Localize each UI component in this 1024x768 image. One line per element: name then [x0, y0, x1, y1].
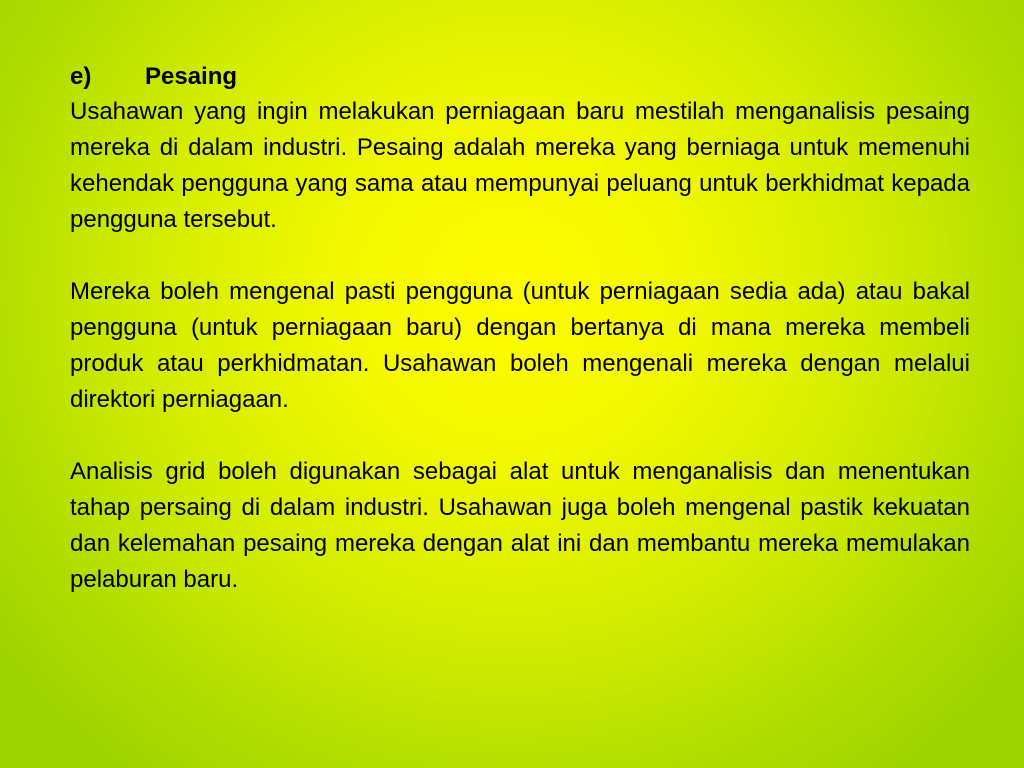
section-letter: e): [70, 63, 92, 90]
section-title: Pesaing: [145, 63, 238, 90]
paragraph-pesaing-definition: Usahawan yang ingin melakukan perniagaan baru mestilah menganalisis pesaing mereka di dalam industri. Pesaing adalah mereka yang berniaga untuk memenuhi kehendak pengguna yang sama atau mempunyai peluang untuk berkhidmat kepada pengguna tersebut.: [70, 98, 970, 233]
section-heading: [70, 60, 970, 94]
paragraph-identify-customers: Mereka boleh mengenal pasti pengguna (untuk perniagaan sedia ada) atau bakal pengguna (untuk perniagaan baru) dengan bertanya di mana mereka membeli produk atau perkhidmatan. Usahawan boleh mengenali mereka dengan melalui direktori perniagaan.: [70, 278, 970, 413]
paragraph-spacer: [70, 238, 970, 274]
slide-content: [70, 60, 970, 598]
paragraph-spacer: [70, 418, 970, 454]
paragraph-grid-analysis: Analisis grid boleh digunakan sebagai alat untuk menganalisis dan menentukan tahap persaing di dalam industri. Usahawan juga boleh mengenal pastik kekuatan dan kelemahan pesaing mereka dengan alat ini dan membantu mereka memulakan pelaburan baru.: [70, 458, 970, 593]
